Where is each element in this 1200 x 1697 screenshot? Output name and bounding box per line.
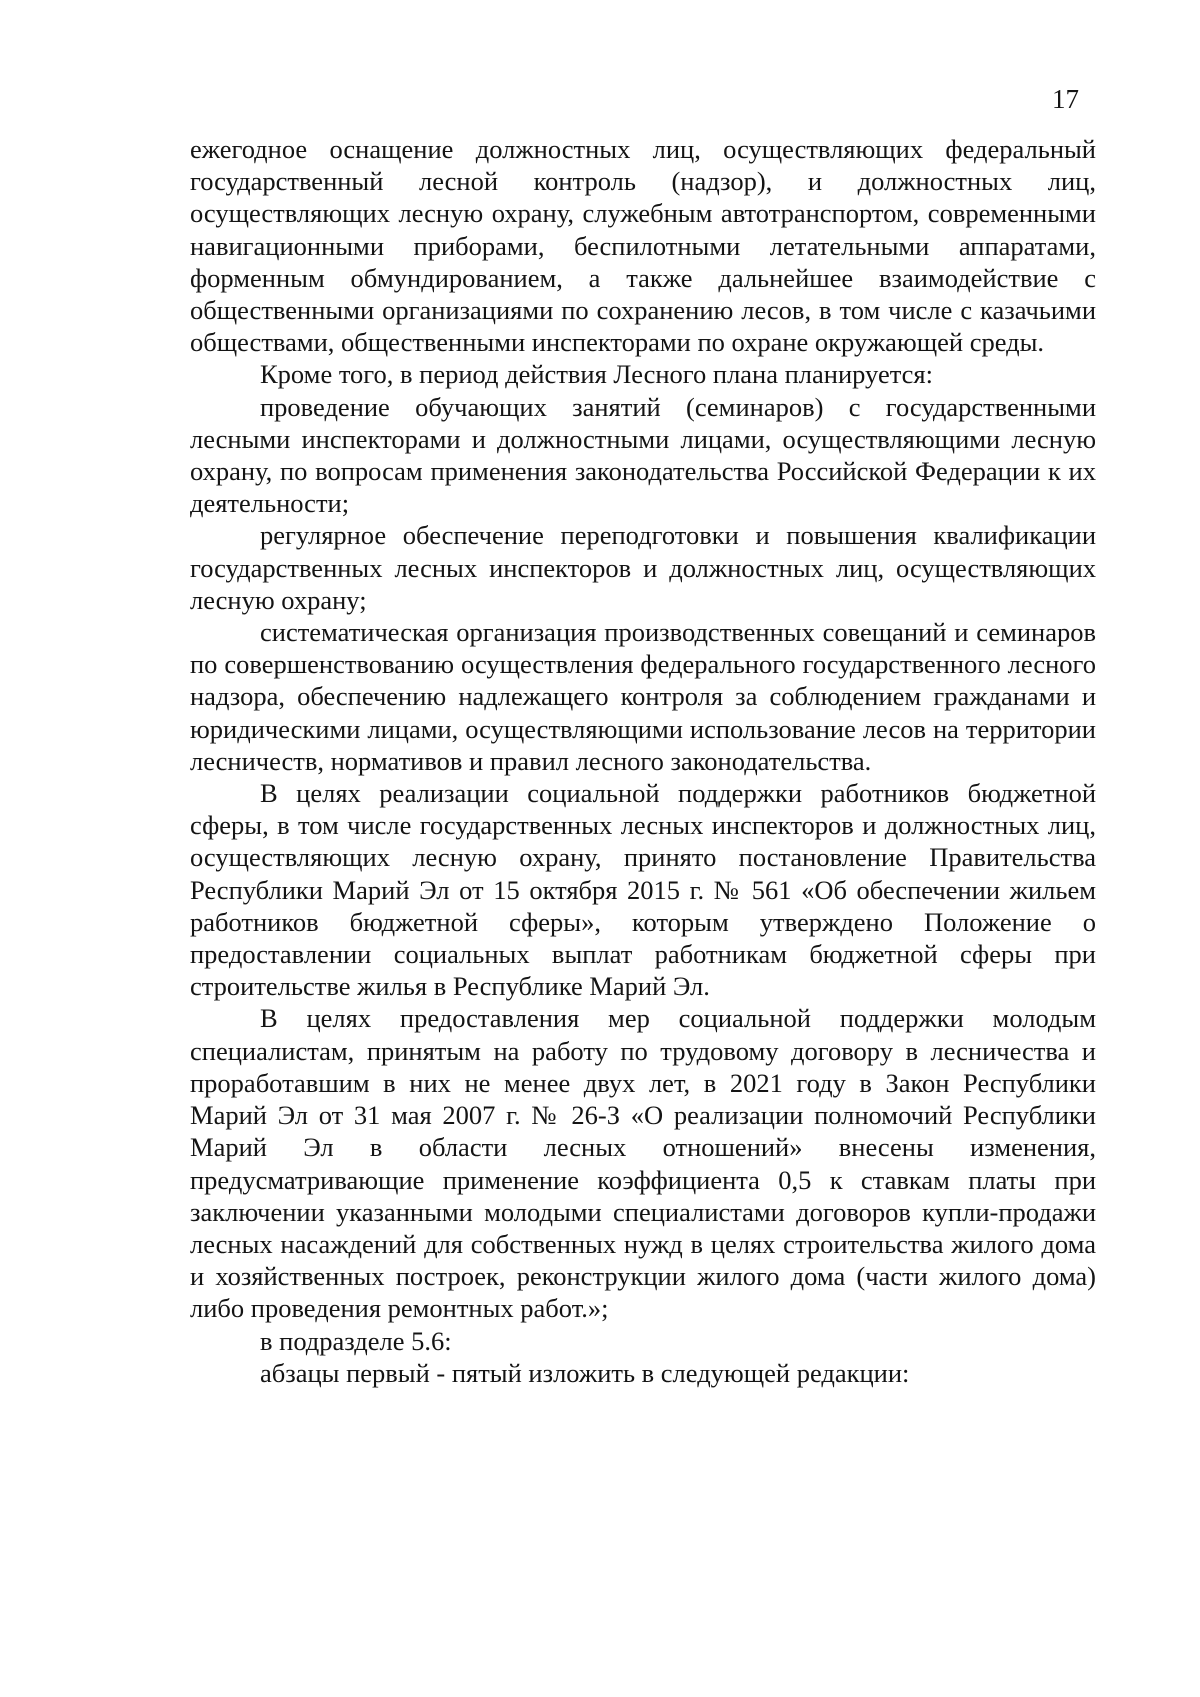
paragraph-qualification: регулярное обеспечение переподготовки и повышения квалификации государственных лесных инспекторов и должностных лиц, осуществляющих лесную охрану; [190,520,1096,615]
paragraph-meetings: систематическая организация производственных совещаний и семинаров по совершенствованию осуществления федерального государственного лесного надзора, обеспечению надлежащего контроля за соблюдением гражданами и юридическими лицами, осуществляющими использование лесов на территории лесничеств, нормативов и правил лесного законодательства. [190,617,1096,776]
paragraph-young-specialists: В целях предоставления мер социальной поддержки молодым специалистам, принятым на работу по трудовому договору в лесничества и проработавшим в них не менее двух лет, в 2021 году в Закон Республики Марий Эл от 31 мая 2007 г. № 26-З «О реализации полномочий Республики Марий Эл в области лесных отношений» внесены изменения, предусматривающие применение коэффициента 0,5 к ставкам платы при заключении указанными молодыми специалистами договоров купли-продажи лесных насаждений для собственных нужд в целях строительства жилого дома и хозяйственных построек, реконструкции жилого дома (части жилого дома) либо проведения ремонтных работ.»; [190,1003,1096,1324]
paragraph-training-seminars: проведение обучающих занятий (семинаров) с государственными лесными инспекторами и должностными лицами, осуществляющими лесную охрану, по вопросам применения законодательства Российской Федерации к их деятельности; [190,391,1096,519]
paragraph-plan-intro: Кроме того, в период действия Лесного плана планируется: [260,359,933,390]
paragraph-equipment-continuation: ежегодное оснащение должностных лиц, осуществляющих федеральный государственный лесной контроль (надзор), и должностных лиц, осуществляющих лесную охрану, служебным автотранспортом, современными навигационными приборами, беспилотными летательными аппаратами, форменным обмундированием, а также дальнейшее взаимодействие с общественными организациями по сохранению лесов, в том числе с казачьими обществами, общественными инспекторами по охране окружающей среды. [190,134,1096,358]
paragraph-social-support: В целях реализации социальной поддержки работников бюджетной сферы, в том числе государственных лесных инспекторов и должностных лиц, осуществляющих лесную охрану, принято постановление Правительства Республики Марий Эл от 15 октября 2015 г. № 561 «Об обеспечении жильем работников бюджетной сферы», которым утверждено Положение о предоставлении социальных выплат работникам бюджетной сферы при строительстве жилья в Республике Марий Эл. [190,778,1096,1002]
paragraph-subsection-reference: в подразделе 5.6: [260,1325,452,1356]
document-body [190,133,1096,1389]
page-number: 17 [1052,84,1079,114]
paragraph-revision-instruction: абзацы первый - пятый изложить в следующей редакции: [260,1357,910,1388]
